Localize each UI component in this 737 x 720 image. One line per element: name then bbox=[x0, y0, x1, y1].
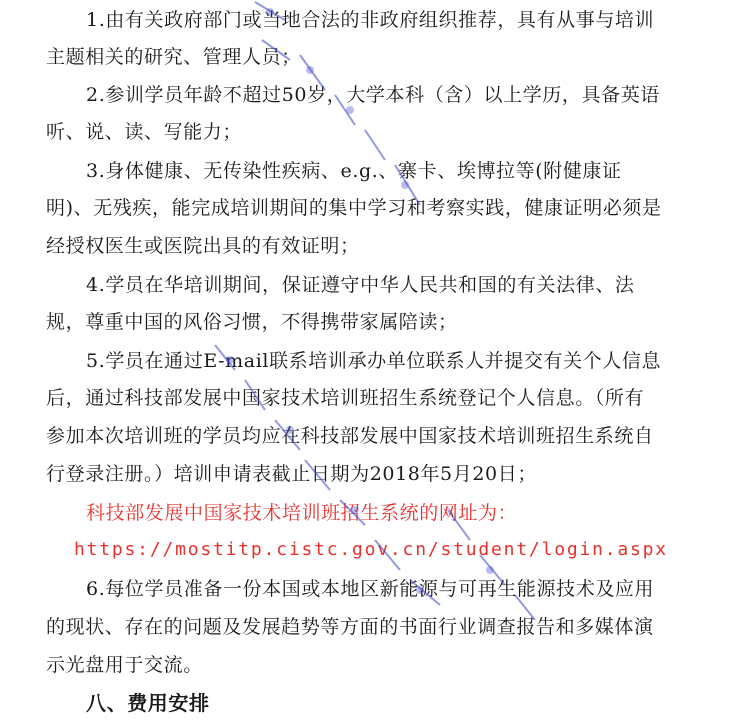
paragraph-2-line-1: 2.参训学员年龄不超过50岁，大学本科（含）以上学历，具备英语 bbox=[86, 84, 660, 106]
paragraph-5-line-1: 5.学员在通过E-mail联系培训承办单位联系人并提交有关个人信息 bbox=[86, 350, 662, 372]
paragraph-6-line-3: 示光盘用于交流。 bbox=[46, 654, 203, 676]
paragraph-3-line-1: 3.身体健康、无传染性疾病、e.g.、寨卡、埃博拉等(附健康证 bbox=[86, 160, 622, 182]
paragraph-6-line-2: 的现状、存在的问题及发展趋势等方面的书面行业调查报告和多媒体演 bbox=[46, 616, 654, 638]
system-url-caption: 科技部发展中国家技术培训班招生系统的网址为： bbox=[86, 502, 518, 524]
paragraph-5-line-2: 后，通过科技部发展中国家技术培训班招生系统登记个人信息。（所有 bbox=[46, 387, 645, 409]
system-url-link[interactable]: https://mostitp.cistc.gov.cn/student/login.aspx bbox=[74, 539, 668, 560]
paragraph-5-line-3: 参加本次培训班的学员均应在科技部发展中国家技术培训班招生系统自 bbox=[46, 425, 654, 447]
paragraph-1-line-2: 主题相关的研究、管理人员； bbox=[46, 46, 301, 68]
paragraph-4-line-1: 4.学员在华培训期间，保证遵守中华人民共和国的有关法律、法 bbox=[86, 274, 635, 296]
paragraph-4-line-2: 规，尊重中国的风俗习惯，不得携带家属陪读； bbox=[46, 311, 458, 333]
paragraph-3-line-2: 明)、无残疾，能完成培训期间的集中学习和考察实践，健康证明必须是 bbox=[46, 197, 662, 219]
section-heading: 八、费用安排 bbox=[86, 691, 210, 715]
paragraph-3-line-3: 经授权医生或医院出具的有效证明； bbox=[46, 235, 360, 257]
paragraph-6-line-1: 6.每位学员准备一份本国或本地区新能源与可再生能源技术及应用 bbox=[86, 578, 655, 600]
paragraph-1-line-1: 1.由有关政府部门或当地合法的非政府组织推荐，具有从事与培训 bbox=[86, 9, 655, 31]
paragraph-2-line-2: 听、说、读、写能力； bbox=[46, 121, 243, 143]
paragraph-5-line-4: 行登录注册。）培训申请表截止日期为2018年5月20日； bbox=[46, 463, 537, 485]
